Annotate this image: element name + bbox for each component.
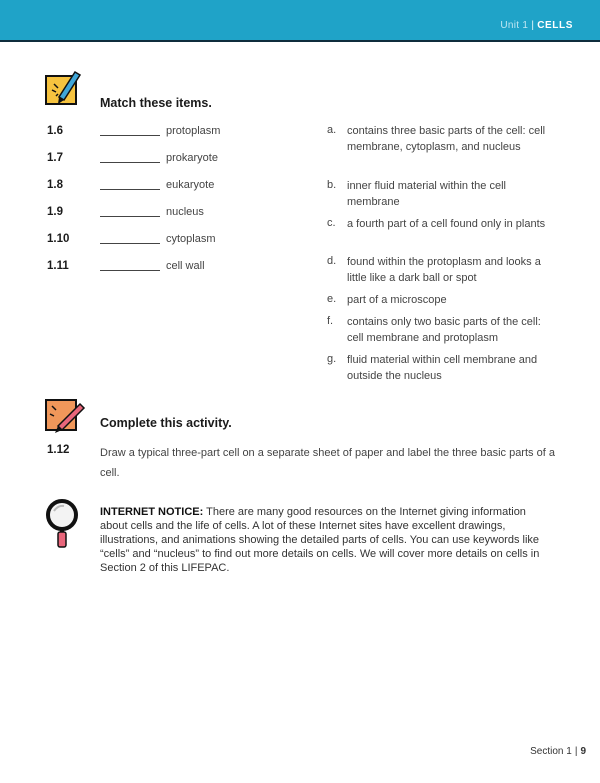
definition-letter: b.: [327, 179, 337, 191]
definition-text: fluid material within cell membrane and outside the nucleus: [347, 354, 538, 382]
pencil-paper-icon: [44, 70, 82, 114]
answer-blank[interactable]: [100, 124, 160, 136]
footer-separator: |: [574, 746, 578, 757]
header-unit: Unit 1: [500, 20, 529, 31]
page-number: 9: [580, 746, 586, 757]
definition-text: part of a microscope: [347, 294, 447, 306]
question-number: 1.11: [47, 260, 69, 272]
answer-blank[interactable]: [100, 151, 160, 163]
definition-text: contains three basic parts of the cell: cell membrane, cytoplasm, and nucleus: [347, 125, 546, 153]
definition-text: contains only two basic parts of the cell: cell membrane and protoplasm: [347, 316, 541, 344]
match-term: eukaryote: [166, 179, 215, 191]
header-unit-title: CELLS: [537, 20, 573, 31]
definition-letter: d.: [327, 255, 337, 267]
match-term: protoplasm: [166, 125, 221, 137]
header-title: [500, 20, 573, 31]
question-number: 1.8: [47, 179, 63, 191]
page-header: [0, 0, 600, 42]
question-number: 1.10: [47, 233, 70, 245]
answer-blank[interactable]: [100, 259, 160, 271]
question-number: 1.12: [47, 444, 70, 456]
definition-letter: e.: [327, 293, 337, 305]
answer-blank[interactable]: [100, 178, 160, 190]
definition-letter: g.: [327, 353, 337, 365]
internet-notice: [100, 505, 555, 575]
definition-text: a fourth part of a cell found only in plants: [347, 218, 546, 230]
pencil-paper-icon: [44, 396, 86, 440]
match-term: cytoplasm: [166, 233, 216, 245]
header-separator: |: [531, 20, 535, 31]
answer-blank[interactable]: [100, 232, 160, 244]
question-number: 1.7: [47, 152, 63, 164]
activity-instructions: Draw a typical three-part cell on a separate sheet of paper and label the three basic parts of a cell.: [100, 447, 555, 479]
definition-letter: f.: [327, 315, 334, 327]
notice-label: INTERNET NOTICE:: [100, 506, 204, 518]
page-footer: [530, 746, 586, 757]
definition-letter: c.: [327, 217, 336, 229]
match-term: cell wall: [166, 260, 205, 272]
activity-heading: Complete this activity.: [100, 416, 232, 430]
match-term: nucleus: [166, 206, 204, 218]
definition-text: inner fluid material within the cell membrane: [347, 180, 506, 208]
footer-section: Section 1: [530, 746, 572, 757]
match-heading: Match these items.: [100, 96, 212, 110]
answer-blank[interactable]: [100, 205, 160, 217]
question-number: 1.9: [47, 206, 63, 218]
notice-text: There are many good resources on the Internet giving information about cells and the life of cells. A lot of these Internet sites have excellent drawings, illustrations, and animations showing the detailed parts of cells. You can use keywords like “cells” and “nucleus” to find out more details on cells. We will cover more details on cells in Section 2 of this LIFEPAC.: [100, 506, 540, 574]
match-term: prokaryote: [166, 152, 218, 164]
definition-text: found within the protoplasm and looks a little like a dark ball or spot: [347, 256, 541, 284]
magnifying-glass-icon: [44, 497, 80, 549]
question-number: 1.6: [47, 125, 63, 137]
definition-letter: a.: [327, 124, 337, 136]
